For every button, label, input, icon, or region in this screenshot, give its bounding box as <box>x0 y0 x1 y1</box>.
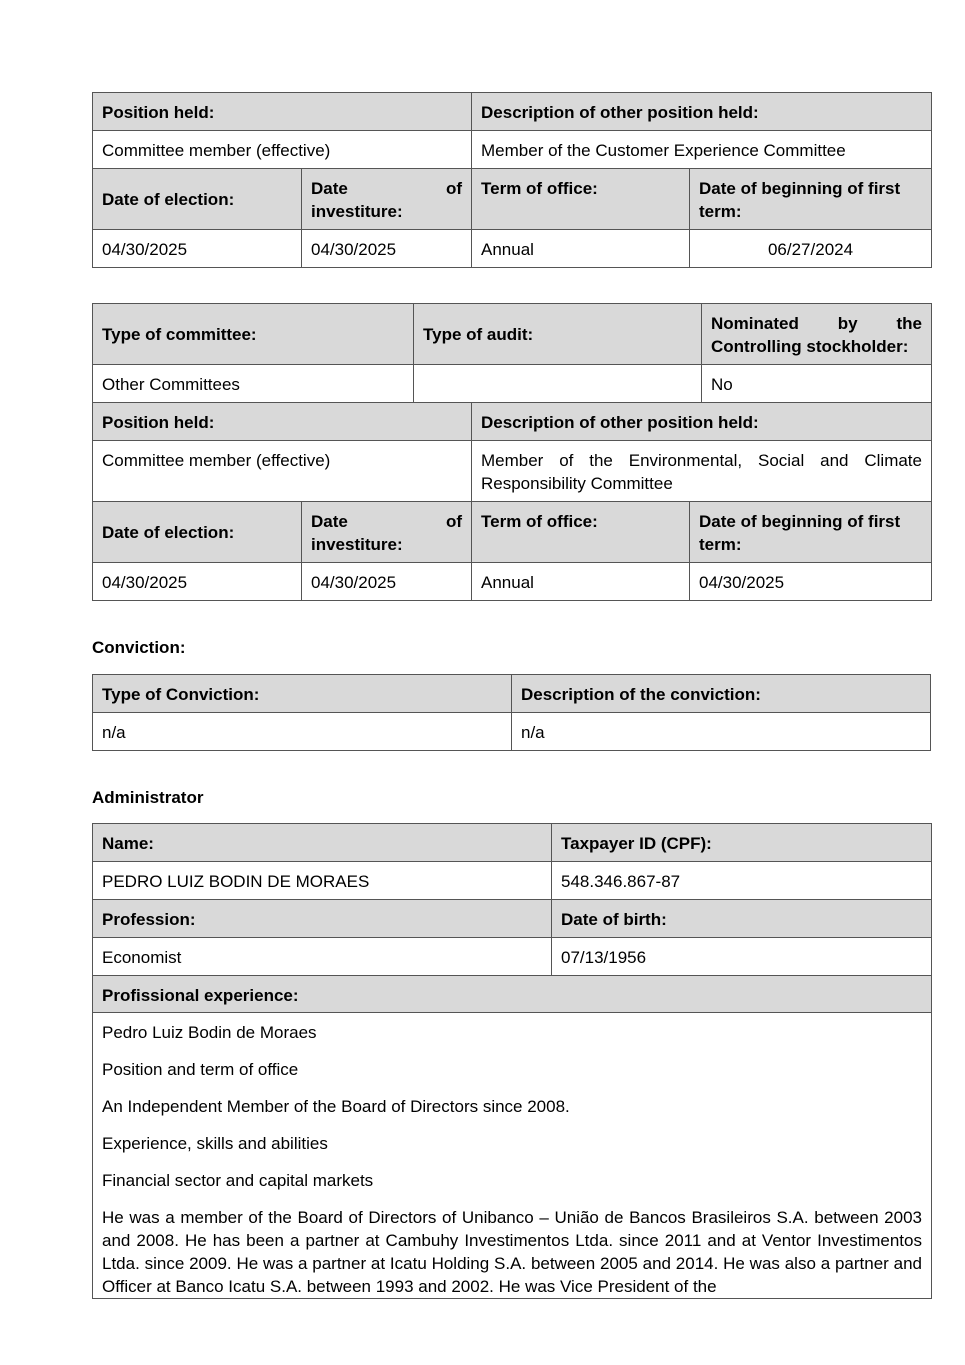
date-election-value: 04/30/2025 <box>93 230 302 268</box>
term-value: Annual <box>472 563 690 601</box>
profession-label: Profession: <box>93 900 552 938</box>
position-held-value: Committee member (effective) <box>93 441 472 502</box>
name-label: Name: <box>93 824 552 862</box>
exp-bio: He was a member of the Board of Directors of Unibanco – União de Bancos Brasileiros S.A. between 2003 and 2008. He has been a partner at Cambuhy Investimentos Ltda. since 2011 and at Ventor Investimentos Ltda. since 2009. He was a partner at Icatu Holding S.A. between 2005 and 2014. He was also a partner and Officer at Banco Icatu S.A. between 1993 and 2002. He was Vice President of the <box>102 1208 922 1296</box>
nominated-label: Nominated by the Controlling stockholder: <box>702 304 932 365</box>
profession-value: Economist <box>93 938 552 976</box>
first-term-label: Date of beginning of first term: <box>690 169 932 230</box>
conviction-type-value: n/a <box>93 713 512 751</box>
committee-table-2-dates <box>92 501 932 601</box>
first-term-value: 06/27/2024 <box>690 230 932 268</box>
type-committee-label: Type of committee: <box>93 304 414 365</box>
administrator-table <box>92 823 932 1299</box>
conviction-desc-label: Description of the conviction: <box>512 675 931 713</box>
committee-table-2 <box>92 303 932 502</box>
type-audit-value <box>414 365 702 403</box>
term-label: Term of office: <box>472 502 690 563</box>
exp-name: Pedro Luiz Bodin de Moraes <box>102 1023 317 1042</box>
exp-skills: Financial sector and capital markets <box>102 1171 374 1190</box>
position-held-value: Committee member (effective) <box>93 131 472 169</box>
cpf-value: 548.346.867-87 <box>552 862 932 900</box>
first-term-label: Date of beginning of first term: <box>690 502 932 563</box>
position-held-label: Position held: <box>93 403 472 441</box>
first-term-value: 04/30/2025 <box>690 563 932 601</box>
term-label: Term of office: <box>472 169 690 230</box>
dob-label: Date of birth: <box>552 900 932 938</box>
desc-other-value: Member of the Customer Experience Committee <box>472 131 932 169</box>
desc-other-label: Description of other position held: <box>472 403 932 441</box>
conviction-desc-value: n/a <box>512 713 931 751</box>
cpf-label: Taxpayer ID (CPF): <box>552 824 932 862</box>
exp-skills-heading: Experience, skills and abilities <box>102 1134 328 1153</box>
date-investiture-value: 04/30/2025 <box>302 230 472 268</box>
dob-value: 07/13/1956 <box>552 938 932 976</box>
date-election-label: Date of election: <box>93 502 302 563</box>
conviction-type-label: Type of Conviction: <box>93 675 512 713</box>
date-election-value: 04/30/2025 <box>93 563 302 601</box>
nominated-value: No <box>702 365 932 403</box>
type-audit-label: Type of audit: <box>414 304 702 365</box>
experience-content <box>93 1013 932 1299</box>
administrator-heading: Administrator <box>92 788 204 807</box>
position-table-1 <box>92 92 932 268</box>
position-held-label: Position held: <box>93 93 472 131</box>
type-committee-value: Other Committees <box>93 365 414 403</box>
desc-other-label: Description of other position held: <box>472 93 932 131</box>
name-value: PEDRO LUIZ BODIN DE MORAES <box>93 862 552 900</box>
date-investiture-label: Date of investiture: <box>302 502 472 563</box>
date-election-label: Date of election: <box>93 169 302 230</box>
date-investiture-label: Date of investiture: <box>302 169 472 230</box>
term-value: Annual <box>472 230 690 268</box>
conviction-table <box>92 674 931 751</box>
experience-label: Profissional experience: <box>93 976 932 1013</box>
desc-other-value: Member of the Environmental, Social and Climate Responsibility Committee <box>472 441 932 502</box>
date-investiture-value: 04/30/2025 <box>302 563 472 601</box>
exp-position: An Independent Member of the Board of Directors since 2008. <box>102 1097 570 1116</box>
exp-position-heading: Position and term of office <box>102 1060 299 1079</box>
conviction-heading: Conviction: <box>92 638 186 657</box>
